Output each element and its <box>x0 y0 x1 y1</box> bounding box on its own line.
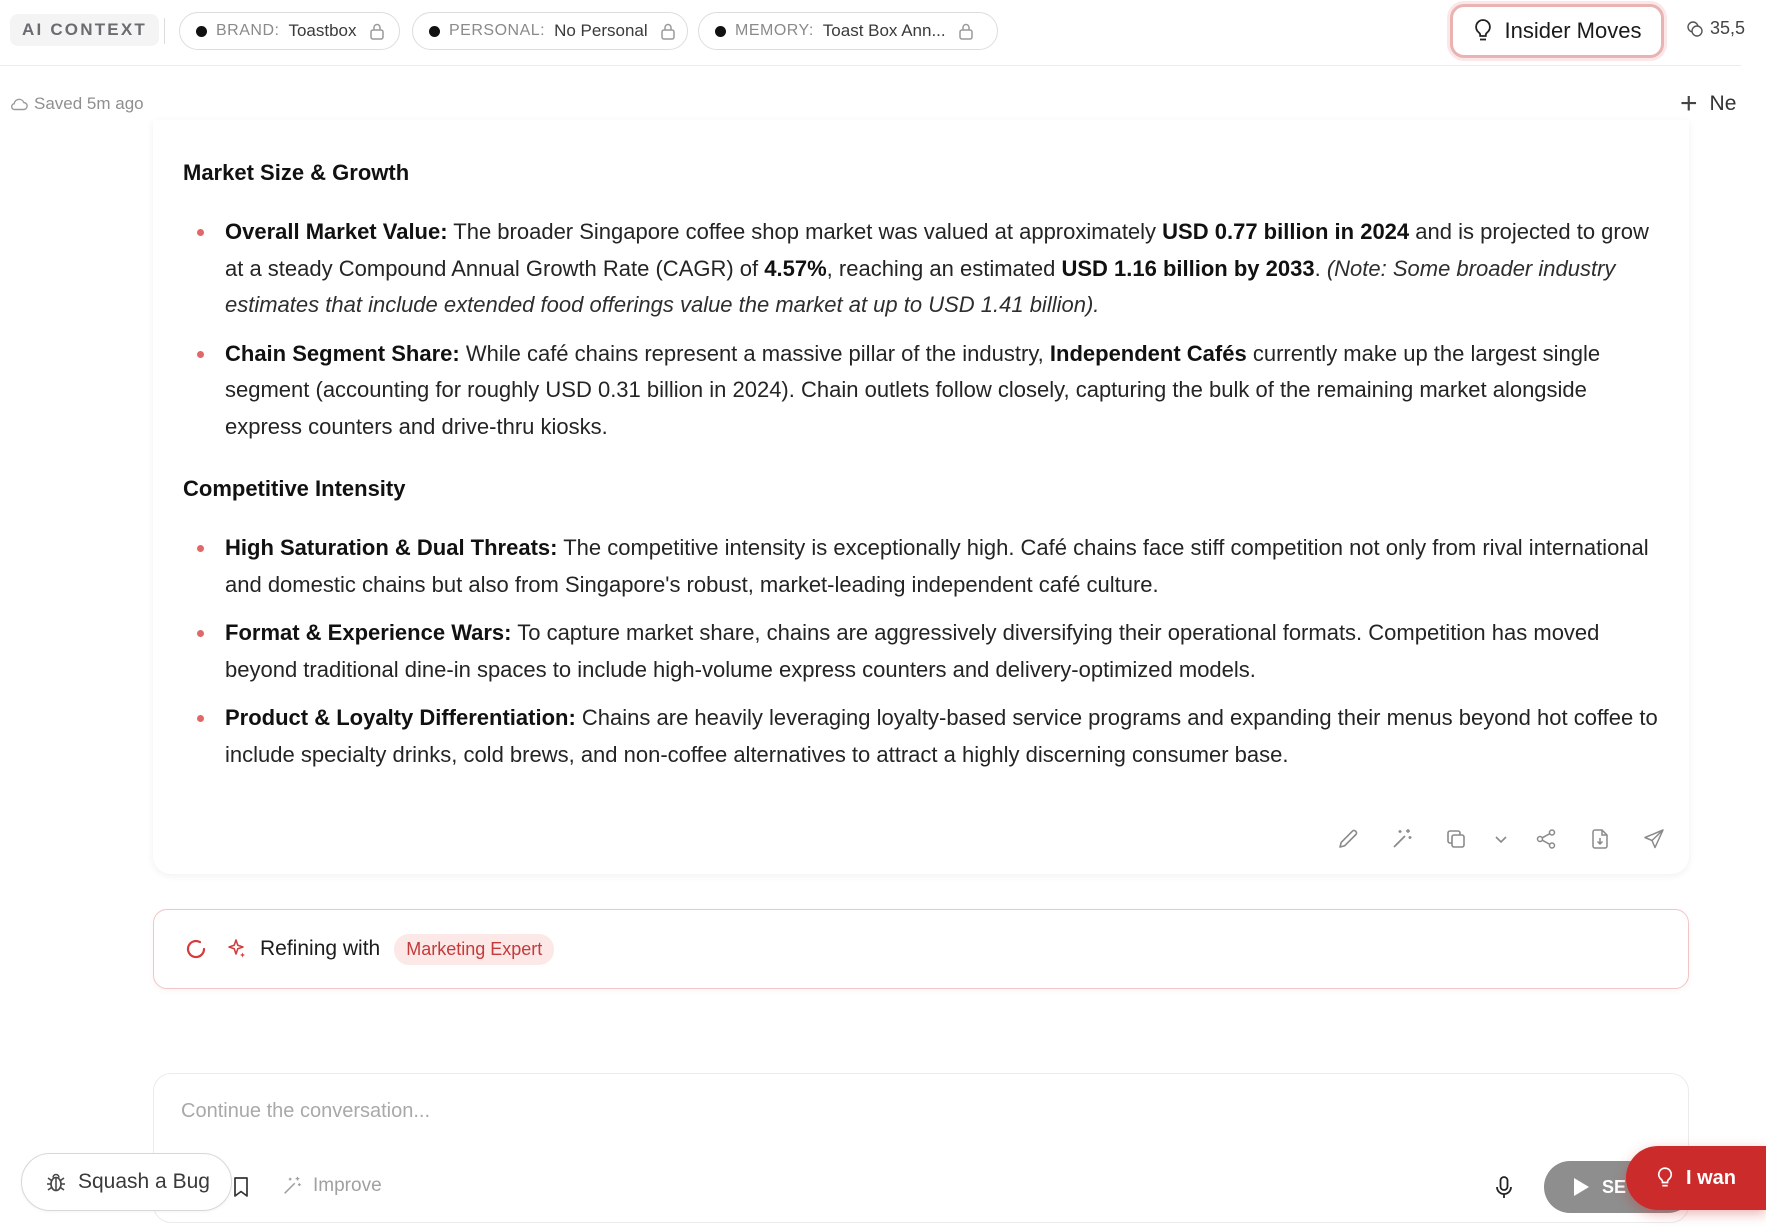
sparkle-icon <box>224 937 248 961</box>
send-label: SE <box>1602 1176 1627 1197</box>
context-bar <box>0 0 1746 66</box>
list-item: Product & Loyalty Differentiation: Chains are heavily leveraging loyalty-based service programs and expanding their menus beyond hot coffee to include specialty drinks, cold brews, and non-coffee alternatives to attract a highly discerning consumer base. <box>183 700 1663 773</box>
i-want-label: I wan <box>1686 1166 1737 1189</box>
lock-icon <box>958 22 974 40</box>
copy-button[interactable] <box>1429 822 1483 856</box>
list-item: Chain Segment Share: While café chains represent a massive pillar of the industry, Independent Cafés currently make up the largest single segment (accounting for roughly USD 0.31 billion in 2024). Chain outlets follow closely, capturing the bulk of the remaining market alongside express counters and drive-thru kiosks. <box>183 336 1663 446</box>
saved-text: Saved 5m ago <box>34 94 144 113</box>
improve-label: Improve <box>313 1175 382 1196</box>
refining-status <box>153 909 1689 989</box>
download-button[interactable] <box>1573 822 1627 856</box>
lightbulb-icon <box>1473 18 1493 44</box>
plus-icon: + <box>1680 87 1698 120</box>
ai-context-label: AI CONTEXT <box>10 14 159 46</box>
chip-value: No Personal <box>554 21 648 40</box>
list-item: High Saturation & Dual Threats: The competitive intensity is exceptionally high. Café chains face stiff competition not only from rival international and domestic chains but also from Singapore's robust, market-leading independent café culture. <box>183 530 1663 603</box>
insider-moves-button[interactable] <box>1450 4 1664 58</box>
list-item: Format & Experience Wars: To capture market share, chains are aggressively diversifying their operational formats. Competition has moved beyond traditional dine-in spaces to include high-volume express counters and delivery-optimized models. <box>183 615 1663 688</box>
response-card <box>153 120 1689 874</box>
status-dot <box>715 26 726 37</box>
edit-button[interactable] <box>1321 822 1375 856</box>
chip-key: BRAND: <box>216 22 280 39</box>
magic-wand-icon <box>1390 827 1414 851</box>
message-input[interactable] <box>181 1100 1481 1123</box>
section-title: Competitive Intensity <box>183 476 406 501</box>
lightbulb-icon <box>1656 1166 1674 1190</box>
file-download-icon <box>1588 827 1612 851</box>
expert-badge: Marketing Expert <box>394 934 554 965</box>
squash-bug-button[interactable] <box>21 1153 232 1211</box>
bullet-list <box>183 214 1663 457</box>
status-dot <box>429 26 440 37</box>
chip-key: PERSONAL: <box>449 22 546 39</box>
list-item: Overall Market Value: The broader Singapore coffee shop market was valued at approximately USD 0.77 billion in 2024 and is projected to grow at a steady Compound Annual Growth Rate (CAGR) of 4.57%, reaching an estimated USD 1.16 billion by 2033. (Note: Some broader industry estimates that include extended food offerings value the market at up to USD 1.41 billion). <box>183 214 1663 324</box>
refining-text: Refining with <box>260 937 381 960</box>
composer <box>153 1073 1689 1223</box>
saved-status <box>10 94 144 114</box>
pencil-icon <box>1336 827 1360 851</box>
send-to-button[interactable] <box>1627 822 1681 856</box>
credits-counter <box>1686 18 1745 39</box>
lock-icon <box>369 22 385 40</box>
i-want-button[interactable] <box>1626 1146 1766 1210</box>
magic-button[interactable] <box>1375 822 1429 856</box>
copy-options-dropdown[interactable] <box>1483 822 1519 856</box>
lock-icon <box>660 22 676 40</box>
chip-value: Toastbox <box>288 21 357 40</box>
chip-value: Toast Box Ann... <box>822 21 946 40</box>
status-dot <box>196 26 207 37</box>
coins-icon <box>1686 20 1704 38</box>
copy-icon <box>1444 827 1468 851</box>
divider <box>164 18 165 44</box>
share-icon <box>1534 827 1558 851</box>
memory-chip[interactable] <box>698 12 998 50</box>
squash-bug-label: Squash a Bug <box>78 1170 210 1193</box>
cloud-icon <box>10 97 28 111</box>
credits-value: 35,5 <box>1710 18 1746 38</box>
share-button[interactable] <box>1519 822 1573 856</box>
response-actions <box>1321 822 1681 856</box>
bullet-list <box>183 530 1663 785</box>
section-title: Market Size & Growth <box>183 160 410 185</box>
chip-key: MEMORY: <box>735 22 814 39</box>
chevron-down-icon <box>1493 831 1509 847</box>
bug-icon <box>44 1170 68 1194</box>
brand-chip[interactable] <box>179 12 400 50</box>
new-label: Ne <box>1709 92 1737 115</box>
paper-plane-icon <box>1642 827 1666 851</box>
play-icon <box>1572 1177 1590 1197</box>
loading-spinner-icon <box>184 937 208 961</box>
microphone-icon[interactable] <box>1494 1175 1514 1201</box>
bookmark-icon[interactable] <box>231 1175 251 1199</box>
new-button[interactable] <box>1680 87 1737 120</box>
magic-wand-icon <box>281 1175 303 1197</box>
personal-chip[interactable] <box>412 12 688 50</box>
insider-moves-label: Insider Moves <box>1504 18 1642 43</box>
improve-button[interactable] <box>281 1175 382 1197</box>
